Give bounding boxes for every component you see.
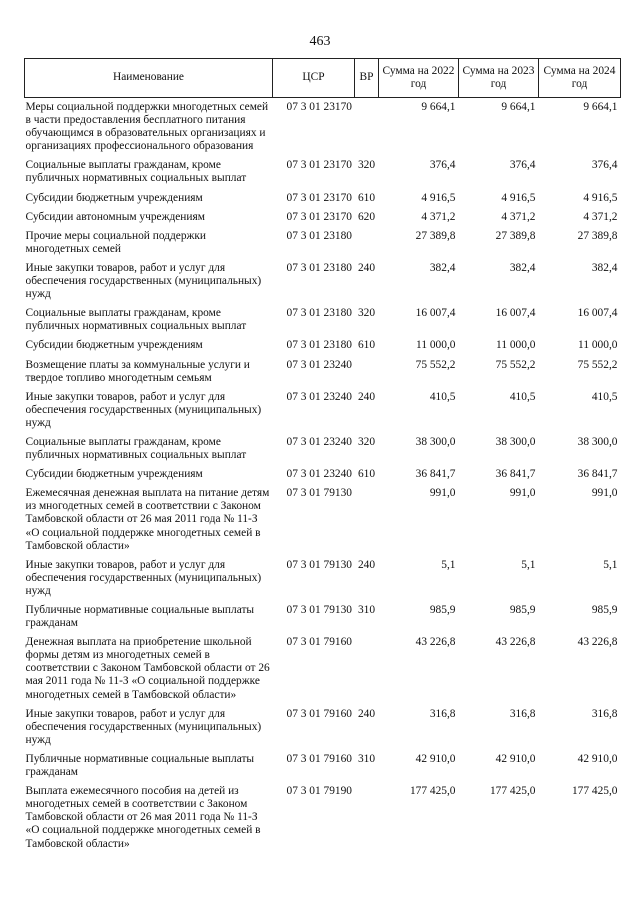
row-csr-code: 07 3 01 79160 xyxy=(286,636,352,649)
row-sum-2023: 177 425,0 xyxy=(489,785,536,798)
row-sum-2022: 376,4 xyxy=(429,159,456,172)
row-csr-code: 07 3 01 23240 xyxy=(286,390,352,403)
row-sum-2023: 410,5 xyxy=(509,390,536,403)
table-row xyxy=(25,601,621,633)
row-sum-2024: 27 389,8 xyxy=(577,229,618,242)
row-csr-code: 07 3 01 23170 xyxy=(286,159,352,172)
row-name: Субсидии бюджетным учреждениям xyxy=(25,191,203,204)
row-vr-code: 240 xyxy=(357,261,376,274)
row-sum-2024: 11 000,0 xyxy=(578,339,618,352)
row-sum-2022: 985,9 xyxy=(429,604,456,616)
row-name: Выплата ежемесячного пособия на детей из многодетных семей в соответствии с Законом Тамбовской области от 26 мая 2011 года № 11-З «О социальной поддержке многодетных семей в Тамбовской области» xyxy=(25,785,261,850)
row-sum-2024: 75 552,2 xyxy=(577,358,618,371)
table-row xyxy=(25,356,621,388)
row-sum-2022: 410,5 xyxy=(429,390,456,403)
row-vr-code: 610 xyxy=(357,468,376,481)
row-sum-2022: 991,0 xyxy=(429,487,456,500)
row-vr-code: 240 xyxy=(357,707,376,720)
row-vr-code: 310 xyxy=(357,604,376,616)
table-row xyxy=(25,156,621,188)
column-header-sum-2024: Сумма на 2024 год xyxy=(539,59,621,98)
row-sum-2024: 38 300,0 xyxy=(577,435,618,448)
column-header-name: Наименование xyxy=(25,59,273,98)
row-vr-code: 320 xyxy=(357,435,376,448)
row-vr-code xyxy=(355,782,379,853)
row-vr-code: 310 xyxy=(357,752,376,765)
row-vr-code xyxy=(355,484,379,555)
row-name: Социальные выплаты гражданам, кроме публичных нормативных социальных выплат xyxy=(25,159,247,185)
row-csr-code: 07 3 01 23170 xyxy=(286,191,352,204)
row-sum-2022: 16 007,4 xyxy=(415,307,456,320)
row-name: Иные закупки товаров, работ и услуг для обеспечения государственных (муниципальных) нужд xyxy=(25,390,262,429)
row-sum-2024: 985,9 xyxy=(591,604,618,616)
row-name: Субсидии бюджетным учреждениям xyxy=(25,468,203,481)
row-csr-code: 07 3 01 23240 xyxy=(286,435,352,448)
row-sum-2023: 42 910,0 xyxy=(495,752,536,765)
table-row xyxy=(25,750,621,782)
row-sum-2024: 316,8 xyxy=(591,707,618,720)
row-name: Публичные нормативные социальные выплаты гражданам xyxy=(25,604,255,630)
column-header-sum-2022: Сумма на 2022 год xyxy=(379,59,459,98)
row-csr-code: 07 3 01 23240 xyxy=(286,358,352,371)
row-csr-code: 07 3 01 79190 xyxy=(286,785,352,798)
row-vr-code xyxy=(355,98,379,157)
row-name: Субсидии автономным учреждениям xyxy=(25,210,205,223)
row-csr-code: 07 3 01 23240 xyxy=(286,468,352,481)
row-sum-2022: 382,4 xyxy=(429,261,456,274)
row-sum-2024: 4 916,5 xyxy=(583,191,618,204)
row-sum-2023: 985,9 xyxy=(509,604,536,616)
row-csr-code: 07 3 01 79160 xyxy=(286,752,352,765)
row-sum-2024: 16 007,4 xyxy=(577,307,618,320)
row-sum-2023: 75 552,2 xyxy=(495,358,536,371)
row-csr-code: 07 3 01 23170 xyxy=(286,210,352,223)
row-vr-code: 320 xyxy=(357,307,376,320)
row-sum-2023: 43 226,8 xyxy=(495,636,536,649)
row-sum-2023: 4 371,2 xyxy=(501,210,536,223)
row-csr-code: 07 3 01 23170 xyxy=(286,101,352,113)
row-csr-code: 07 3 01 23180 xyxy=(286,229,352,242)
row-sum-2022: 43 226,8 xyxy=(415,636,456,649)
row-sum-2023: 16 007,4 xyxy=(495,307,536,320)
row-vr-code: 320 xyxy=(357,159,376,172)
row-csr-code: 07 3 01 79160 xyxy=(286,707,352,720)
table-row xyxy=(25,227,621,259)
row-sum-2022: 4 916,5 xyxy=(421,191,456,204)
row-name: Прочие меры социальной поддержки многодетных семей xyxy=(25,229,207,255)
row-sum-2023: 36 841,7 xyxy=(495,468,536,481)
row-vr-code: 240 xyxy=(357,558,376,571)
table-row xyxy=(25,633,621,704)
row-name: Меры социальной поддержки многодетных семей в части предоставления бесплатного питания обучающимся в образовательных организациях и организациях профессионального образования xyxy=(25,101,269,153)
row-sum-2022: 42 910,0 xyxy=(415,752,456,765)
row-name: Ежемесячная денежная выплата на питание детям из многодетных семей в соответствии с Законом Тамбовской области от 26 мая 2011 года № 11-З «О социальной поддержке многодетных семей в Тамбовской области» xyxy=(25,487,270,552)
row-sum-2023: 27 389,8 xyxy=(495,229,536,242)
row-sum-2024: 5,1 xyxy=(603,558,618,571)
row-csr-code: 07 3 01 23180 xyxy=(286,339,352,352)
row-sum-2024: 410,5 xyxy=(591,390,618,403)
row-vr-code: 610 xyxy=(357,191,376,204)
table-row xyxy=(25,782,621,853)
row-sum-2022: 75 552,2 xyxy=(415,358,456,371)
row-vr-code: 620 xyxy=(357,210,376,223)
table-row xyxy=(25,189,621,208)
row-sum-2023: 4 916,5 xyxy=(501,191,536,204)
row-name: Публичные нормативные социальные выплаты гражданам xyxy=(25,752,255,779)
table-row xyxy=(25,208,621,227)
column-header-sum-2023: Сумма на 2023 год xyxy=(459,59,539,98)
table-header xyxy=(25,59,621,98)
row-name: Иные закупки товаров, работ и услуг для обеспечения государственных (муниципальных) нужд xyxy=(25,261,262,301)
row-name: Возмещение платы за коммунальные услуги и твердое топливо многодетным семьям xyxy=(25,358,250,384)
row-sum-2023: 382,4 xyxy=(509,261,536,274)
row-sum-2023: 376,4 xyxy=(509,159,536,172)
row-sum-2024: 4 371,2 xyxy=(583,210,618,223)
row-sum-2024: 9 664,1 xyxy=(583,101,618,113)
table-row xyxy=(25,465,621,484)
row-sum-2024: 382,4 xyxy=(591,261,618,274)
row-sum-2022: 38 300,0 xyxy=(415,435,456,448)
row-csr-code: 07 3 01 23180 xyxy=(286,307,352,320)
page-number: 463 xyxy=(309,34,331,49)
column-header-csr: ЦСР xyxy=(273,59,355,98)
row-sum-2023: 991,0 xyxy=(509,487,536,500)
row-sum-2023: 11 000,0 xyxy=(496,339,536,352)
row-name: Социальные выплаты гражданам, кроме публичных нормативных социальных выплат xyxy=(25,307,247,333)
row-sum-2024: 43 226,8 xyxy=(577,636,618,649)
row-csr-code: 07 3 01 23180 xyxy=(286,261,352,274)
row-sum-2023: 316,8 xyxy=(509,707,536,720)
table-row xyxy=(25,484,621,555)
row-sum-2022: 27 389,8 xyxy=(415,229,456,242)
table-row xyxy=(25,433,621,465)
table-row xyxy=(25,304,621,336)
row-sum-2022: 5,1 xyxy=(441,558,456,571)
row-csr-code: 07 3 01 79130 xyxy=(286,604,352,616)
row-sum-2023: 5,1 xyxy=(521,558,536,571)
row-sum-2022: 4 371,2 xyxy=(421,210,456,223)
row-sum-2024: 42 910,0 xyxy=(577,752,618,765)
table-row xyxy=(25,388,621,433)
row-csr-code: 07 3 01 79130 xyxy=(286,487,352,500)
row-name: Иные закупки товаров, работ и услуг для обеспечения государственных (муниципальных) нужд xyxy=(25,707,262,746)
table-row xyxy=(25,98,621,157)
row-sum-2022: 177 425,0 xyxy=(409,785,456,798)
row-vr-code xyxy=(355,227,379,259)
table-row xyxy=(25,705,621,750)
row-name: Иные закупки товаров, работ и услуг для обеспечения государственных (муниципальных) нужд xyxy=(25,558,262,597)
table-row xyxy=(25,556,621,601)
budget-table xyxy=(24,58,621,854)
table-row xyxy=(25,336,621,355)
row-vr-code xyxy=(355,356,379,388)
row-sum-2024: 376,4 xyxy=(591,159,618,172)
row-sum-2023: 9 664,1 xyxy=(501,101,536,113)
row-vr-code: 610 xyxy=(357,339,376,352)
row-sum-2022: 11 000,0 xyxy=(416,339,456,352)
row-vr-code: 240 xyxy=(357,390,376,403)
row-sum-2024: 36 841,7 xyxy=(577,468,618,481)
row-name: Денежная выплата на приобретение школьной формы детям из многодетных семей в соответствии с Законом Тамбовской области от 26 мая 2011 года № 11-З «О социальной поддержке многодетных семей в Тамбовской области» xyxy=(25,636,270,701)
row-sum-2023: 38 300,0 xyxy=(495,435,536,448)
row-vr-code xyxy=(355,633,379,704)
table-row xyxy=(25,259,621,304)
row-sum-2024: 991,0 xyxy=(591,487,618,500)
row-sum-2022: 316,8 xyxy=(429,707,456,720)
row-name: Социальные выплаты гражданам, кроме публичных нормативных социальных выплат xyxy=(25,435,247,462)
row-sum-2022: 36 841,7 xyxy=(415,468,456,481)
row-sum-2024: 177 425,0 xyxy=(571,785,618,798)
row-csr-code: 07 3 01 79130 xyxy=(286,558,352,571)
column-header-vr: ВР xyxy=(355,59,379,98)
row-name: Субсидии бюджетным учреждениям xyxy=(25,339,203,352)
table-body xyxy=(25,98,621,854)
row-sum-2022: 9 664,1 xyxy=(421,101,456,113)
